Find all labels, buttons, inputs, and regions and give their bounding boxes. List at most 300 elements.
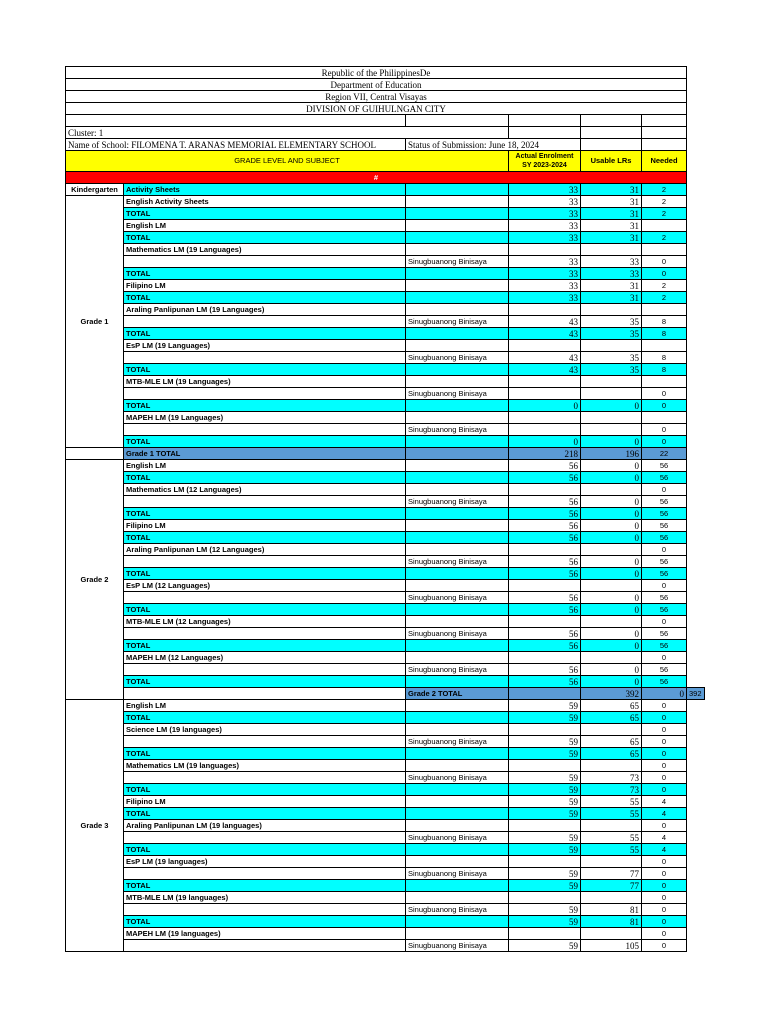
usable-lrs-cell: [581, 244, 642, 256]
table-row: [66, 856, 705, 868]
needed-cell: 0: [642, 748, 687, 760]
table-row: [66, 292, 705, 304]
subject-cell: Araling Panlipunan LM (19 languages): [124, 820, 406, 832]
needed-cell: 0: [642, 400, 687, 412]
usable-lrs-cell: 35: [581, 364, 642, 376]
usable-lrs-cell: 65: [581, 700, 642, 712]
column-header-row: [66, 151, 705, 172]
subject-cell: [124, 556, 406, 568]
needed-cell: 0: [642, 256, 687, 268]
enrolment-cell: [509, 580, 581, 592]
usable-lrs-cell: 33: [581, 268, 642, 280]
grade-level-cell: [66, 448, 124, 460]
enrolment-cell: 56: [509, 604, 581, 616]
table-row: [66, 280, 705, 292]
enrolment-cell: [509, 616, 581, 628]
language-cell: [509, 688, 581, 700]
subject-cell: TOTAL: [124, 532, 406, 544]
table-row: [66, 640, 705, 652]
subject-cell: [124, 868, 406, 880]
language-cell: [406, 364, 509, 376]
subject-cell: TOTAL: [124, 916, 406, 928]
enrolment-cell: 43: [509, 316, 581, 328]
table-row: [66, 676, 705, 688]
enrolment-cell: 56: [509, 532, 581, 544]
language-cell: [406, 652, 509, 664]
subject-cell: MTB-MLE LM (19 languages): [124, 892, 406, 904]
table-row: [66, 364, 705, 376]
language-cell: [406, 448, 509, 460]
blank-cell: [581, 115, 642, 127]
language-cell: [406, 208, 509, 220]
subject-cell: TOTAL: [124, 472, 406, 484]
usable-lrs-cell: 81: [581, 904, 642, 916]
blank-cell: [642, 115, 687, 127]
enrolment-cell: 33: [509, 292, 581, 304]
needed-cell: 56: [642, 604, 687, 616]
table-row: [66, 628, 705, 640]
subject-cell: [124, 316, 406, 328]
enrolment-cell: [509, 376, 581, 388]
blank-cell: [581, 127, 642, 139]
enrolment-cell: 56: [509, 628, 581, 640]
language-cell: [406, 508, 509, 520]
school-row: [66, 139, 705, 151]
table-row: [66, 904, 705, 916]
subject-cell: Araling Panlipunan LM (19 Languages): [124, 304, 406, 316]
table-row: [66, 832, 705, 844]
enrolment-cell: 33: [509, 268, 581, 280]
language-cell: [406, 796, 509, 808]
language-cell: Sinugbuanong Binisaya: [406, 592, 509, 604]
table-row: [66, 496, 705, 508]
header-line: Department of Education: [66, 79, 687, 91]
usable-lrs-cell: [581, 760, 642, 772]
needed-cell: 0: [642, 820, 687, 832]
usable-lrs-cell: [581, 424, 642, 436]
enrolment-cell: 56: [509, 520, 581, 532]
language-cell: [406, 232, 509, 244]
language-cell: [406, 820, 509, 832]
needed-cell: 56: [642, 508, 687, 520]
table-row: [66, 712, 705, 724]
subject-cell: TOTAL: [124, 568, 406, 580]
usable-lrs-cell: 77: [581, 880, 642, 892]
col-usable-header: Usable LRs: [581, 151, 642, 172]
needed-cell: 56: [642, 676, 687, 688]
blank-cell: [581, 139, 642, 151]
subject-cell: English LM: [124, 220, 406, 232]
language-cell: [406, 892, 509, 904]
subject-cell: [124, 664, 406, 676]
needed-cell: 0: [642, 484, 687, 496]
language-cell: [406, 916, 509, 928]
needed-cell: 0: [642, 880, 687, 892]
table-row: [66, 484, 705, 496]
usable-lrs-cell: 0: [581, 628, 642, 640]
subject-cell: TOTAL: [124, 748, 406, 760]
needed-cell: 0: [642, 784, 687, 796]
enrolment-cell: 59: [509, 784, 581, 796]
hash-cell: #: [66, 172, 687, 184]
enrolment-cell: 56: [509, 496, 581, 508]
language-cell: Sinugbuanong Binisaya: [406, 316, 509, 328]
language-cell: [406, 616, 509, 628]
table-row: [66, 892, 705, 904]
usable-lrs-cell: 0: [581, 568, 642, 580]
language-cell: [406, 220, 509, 232]
usable-lrs-cell: 65: [581, 712, 642, 724]
usable-lrs-cell: 31: [581, 292, 642, 304]
enrolment-cell: 59: [509, 748, 581, 760]
usable-lrs-cell: 31: [581, 232, 642, 244]
usable-lrs-cell: 55: [581, 844, 642, 856]
subject-cell: TOTAL: [124, 640, 406, 652]
usable-lrs-cell: 0: [581, 676, 642, 688]
subject-cell: Filipino LM: [124, 280, 406, 292]
subject-cell: [124, 424, 406, 436]
language-cell: Sinugbuanong Binisaya: [406, 832, 509, 844]
header-row: [66, 103, 705, 115]
enrolment-cell: [509, 424, 581, 436]
enrolment-cell: 56: [509, 508, 581, 520]
usable-lrs-cell: 31: [581, 208, 642, 220]
usable-lrs-cell: 33: [581, 256, 642, 268]
enrolment-cell: 33: [509, 256, 581, 268]
enrolment-cell: 56: [509, 676, 581, 688]
needed-cell: 4: [642, 808, 687, 820]
language-cell: [406, 184, 509, 196]
language-cell: [406, 244, 509, 256]
needed-cell: 56: [642, 556, 687, 568]
needed-cell: 56: [642, 592, 687, 604]
enrolment-cell: 33: [509, 280, 581, 292]
table-row: [66, 760, 705, 772]
usable-lrs-cell: [581, 544, 642, 556]
needed-cell: 2: [642, 208, 687, 220]
enrolment-cell: [509, 412, 581, 424]
table-row: [66, 256, 705, 268]
enrolment-cell: 59: [509, 916, 581, 928]
col-subject-header: GRADE LEVEL AND SUBJECT: [66, 151, 509, 172]
needed-cell: 0: [642, 856, 687, 868]
usable-lrs-cell: [581, 892, 642, 904]
table-row: [66, 532, 705, 544]
needed-cell: [642, 220, 687, 232]
needed-cell: 56: [642, 520, 687, 532]
needed-cell: 4: [642, 832, 687, 844]
language-cell: [406, 712, 509, 724]
subject-cell: TOTAL: [124, 208, 406, 220]
usable-lrs-cell: 73: [581, 772, 642, 784]
blank-cell: [66, 115, 406, 127]
table-row: [66, 940, 705, 952]
table-row: [66, 688, 705, 700]
table-row: [66, 508, 705, 520]
subject-cell: [124, 496, 406, 508]
usable-lrs-cell: [581, 484, 642, 496]
enrolment-cell: 56: [509, 640, 581, 652]
subject-cell: MAPEH LM (19 languages): [124, 928, 406, 940]
header-line: DIVISION OF GUIHULNGAN CITY: [66, 103, 687, 115]
needed-cell: 56: [642, 664, 687, 676]
needed-cell: 2: [642, 292, 687, 304]
blank-cell: [509, 115, 581, 127]
needed-cell: 0: [642, 724, 687, 736]
table-row: [66, 196, 705, 208]
language-cell: [406, 196, 509, 208]
needed-cell: 0: [642, 904, 687, 916]
subject-cell: MAPEH LM (12 Languages): [124, 652, 406, 664]
subject-cell: Grade 2 TOTAL: [406, 688, 509, 700]
needed-cell: 0: [642, 652, 687, 664]
enrolment-cell: 43: [509, 352, 581, 364]
subject-cell: TOTAL: [124, 712, 406, 724]
table-row: [66, 460, 705, 472]
enrolment-cell: 33: [509, 220, 581, 232]
enrolment-cell: 59: [509, 904, 581, 916]
language-cell: Sinugbuanong Binisaya: [406, 736, 509, 748]
needed-cell: 2: [642, 184, 687, 196]
needed-cell: 8: [642, 316, 687, 328]
language-cell: Sinugbuanong Binisaya: [406, 904, 509, 916]
language-cell: [406, 544, 509, 556]
needed-cell: 2: [642, 232, 687, 244]
table-row: [66, 304, 705, 316]
usable-lrs-cell: 0: [581, 640, 642, 652]
enrolment-cell: 59: [509, 712, 581, 724]
needed-cell: 392: [687, 688, 705, 700]
usable-lrs-cell: [581, 340, 642, 352]
table-row: [66, 592, 705, 604]
subject-cell: Grade 1 TOTAL: [124, 448, 406, 460]
table-row: [66, 556, 705, 568]
usable-lrs-cell: 0: [581, 532, 642, 544]
grade-level-cell: Kindergarten: [66, 184, 124, 196]
subject-cell: [124, 940, 406, 952]
subject-cell: [124, 256, 406, 268]
table-row: [66, 352, 705, 364]
needed-cell: 0: [642, 940, 687, 952]
language-cell: [406, 304, 509, 316]
enrolment-cell: 59: [509, 868, 581, 880]
usable-lrs-cell: [581, 820, 642, 832]
needed-cell: [642, 340, 687, 352]
usable-lrs-cell: 0: [581, 400, 642, 412]
language-cell: [406, 412, 509, 424]
submission-status: Status of Submission: June 18, 2024: [406, 139, 581, 151]
usable-lrs-cell: [581, 724, 642, 736]
needed-cell: 0: [642, 268, 687, 280]
language-cell: [406, 268, 509, 280]
needed-cell: 0: [642, 916, 687, 928]
table-row: [66, 916, 705, 928]
table-row: [66, 268, 705, 280]
table-body: [66, 67, 705, 952]
language-cell: [406, 784, 509, 796]
usable-lrs-cell: [581, 928, 642, 940]
enrolment-cell: 43: [509, 328, 581, 340]
usable-lrs-cell: 105: [581, 940, 642, 952]
enrolment-cell: 56: [509, 568, 581, 580]
blank-cell: [642, 127, 687, 139]
usable-lrs-cell: 0: [581, 460, 642, 472]
usable-lrs-cell: [581, 304, 642, 316]
needed-cell: 2: [642, 196, 687, 208]
enrolment-cell: 43: [509, 364, 581, 376]
grade-level-cell: [124, 688, 406, 700]
enrolment-cell: 59: [509, 700, 581, 712]
language-cell: [406, 280, 509, 292]
subject-cell: TOTAL: [124, 880, 406, 892]
needed-cell: 56: [642, 496, 687, 508]
language-cell: [406, 484, 509, 496]
enrolment-cell: 59: [509, 844, 581, 856]
table-row: [66, 472, 705, 484]
subject-cell: TOTAL: [124, 604, 406, 616]
table-row: [66, 880, 705, 892]
subject-cell: TOTAL: [124, 400, 406, 412]
usable-lrs-cell: 77: [581, 868, 642, 880]
table-row: [66, 772, 705, 784]
enrolment-cell: [509, 340, 581, 352]
grade-level-cell: Grade 1: [66, 196, 124, 448]
subject-cell: TOTAL: [124, 844, 406, 856]
subject-cell: EsP LM (19 Languages): [124, 340, 406, 352]
enrolment-cell: [509, 760, 581, 772]
col-enrolment-header: Actual Enrolment SY 2023-2024: [509, 151, 581, 172]
subject-cell: TOTAL: [124, 808, 406, 820]
language-cell: [406, 436, 509, 448]
language-cell: [406, 472, 509, 484]
language-cell: [406, 532, 509, 544]
blank-row: [66, 115, 705, 127]
language-cell: [406, 568, 509, 580]
needed-cell: 0: [642, 616, 687, 628]
language-cell: [406, 676, 509, 688]
enrolment-cell: 56: [509, 460, 581, 472]
usable-lrs-cell: 65: [581, 736, 642, 748]
usable-lrs-cell: 0: [581, 472, 642, 484]
usable-lrs-cell: 0: [642, 688, 687, 700]
header-row: [66, 67, 705, 79]
language-cell: [406, 928, 509, 940]
enrolment-cell: [509, 484, 581, 496]
header-line: Region VII, Central Visayas: [66, 91, 687, 103]
subject-cell: TOTAL: [124, 328, 406, 340]
subject-cell: Araling Panlipunan LM (12 Languages): [124, 544, 406, 556]
table-row: [66, 808, 705, 820]
language-cell: [406, 880, 509, 892]
subject-cell: [124, 592, 406, 604]
needed-cell: 0: [642, 580, 687, 592]
usable-lrs-cell: [581, 616, 642, 628]
needed-cell: 0: [642, 424, 687, 436]
subject-cell: TOTAL: [124, 676, 406, 688]
subject-cell: English LM: [124, 460, 406, 472]
table-row: [66, 328, 705, 340]
header-row: [66, 91, 705, 103]
enrolment-cell: 56: [509, 592, 581, 604]
table-row: [66, 580, 705, 592]
enrolment-cell: [509, 244, 581, 256]
lr-inventory-table: [65, 66, 705, 952]
needed-cell: 8: [642, 328, 687, 340]
subject-cell: Mathematics LM (12 Languages): [124, 484, 406, 496]
table-row: [66, 700, 705, 712]
language-cell: [406, 292, 509, 304]
table-row: [66, 544, 705, 556]
enrolment-cell: [509, 928, 581, 940]
cluster-label: Cluster: 1: [66, 127, 509, 139]
needed-cell: [642, 244, 687, 256]
language-cell: Sinugbuanong Binisaya: [406, 424, 509, 436]
usable-lrs-cell: [581, 388, 642, 400]
enrolment-cell: 59: [509, 832, 581, 844]
table-row: [66, 604, 705, 616]
needed-cell: [642, 304, 687, 316]
subject-cell: [124, 352, 406, 364]
table-row: [66, 928, 705, 940]
table-row: [66, 424, 705, 436]
subject-cell: [124, 832, 406, 844]
subject-cell: English Activity Sheets: [124, 196, 406, 208]
grade-level-cell: Grade 3: [66, 700, 124, 952]
enrolment-cell: [509, 544, 581, 556]
blank-cell: [642, 139, 687, 151]
table-row: [66, 244, 705, 256]
usable-lrs-cell: 55: [581, 808, 642, 820]
table-row: [66, 340, 705, 352]
enrolment-cell: [509, 304, 581, 316]
language-cell: [406, 856, 509, 868]
needed-cell: 0: [642, 892, 687, 904]
header-line: Republic of the PhilippinesDe: [66, 67, 687, 79]
header-row: [66, 79, 705, 91]
language-cell: [406, 760, 509, 772]
language-cell: [406, 376, 509, 388]
table-row: [66, 868, 705, 880]
needed-cell: 0: [642, 544, 687, 556]
enrolment-cell: 33: [509, 208, 581, 220]
blank-cell: [509, 127, 581, 139]
usable-lrs-cell: 0: [581, 664, 642, 676]
enrolment-cell: 59: [509, 808, 581, 820]
language-cell: [406, 844, 509, 856]
usable-lrs-cell: 73: [581, 784, 642, 796]
language-cell: Sinugbuanong Binisaya: [406, 496, 509, 508]
usable-lrs-cell: 0: [581, 520, 642, 532]
language-cell: Sinugbuanong Binisaya: [406, 556, 509, 568]
needed-cell: 0: [642, 388, 687, 400]
subject-cell: TOTAL: [124, 784, 406, 796]
enrolment-cell: 218: [509, 448, 581, 460]
subject-cell: Filipino LM: [124, 520, 406, 532]
enrolment-cell: [509, 724, 581, 736]
needed-cell: 8: [642, 352, 687, 364]
language-cell: Sinugbuanong Binisaya: [406, 628, 509, 640]
subject-cell: TOTAL: [124, 268, 406, 280]
language-cell: Sinugbuanong Binisaya: [406, 256, 509, 268]
enrolment-cell: 56: [509, 556, 581, 568]
subject-cell: MTB-MLE LM (12 Languages): [124, 616, 406, 628]
table-row: [66, 736, 705, 748]
usable-lrs-cell: 0: [581, 556, 642, 568]
enrolment-cell: 59: [509, 796, 581, 808]
enrolment-cell: 59: [509, 940, 581, 952]
language-cell: [406, 700, 509, 712]
needed-cell: 4: [642, 844, 687, 856]
